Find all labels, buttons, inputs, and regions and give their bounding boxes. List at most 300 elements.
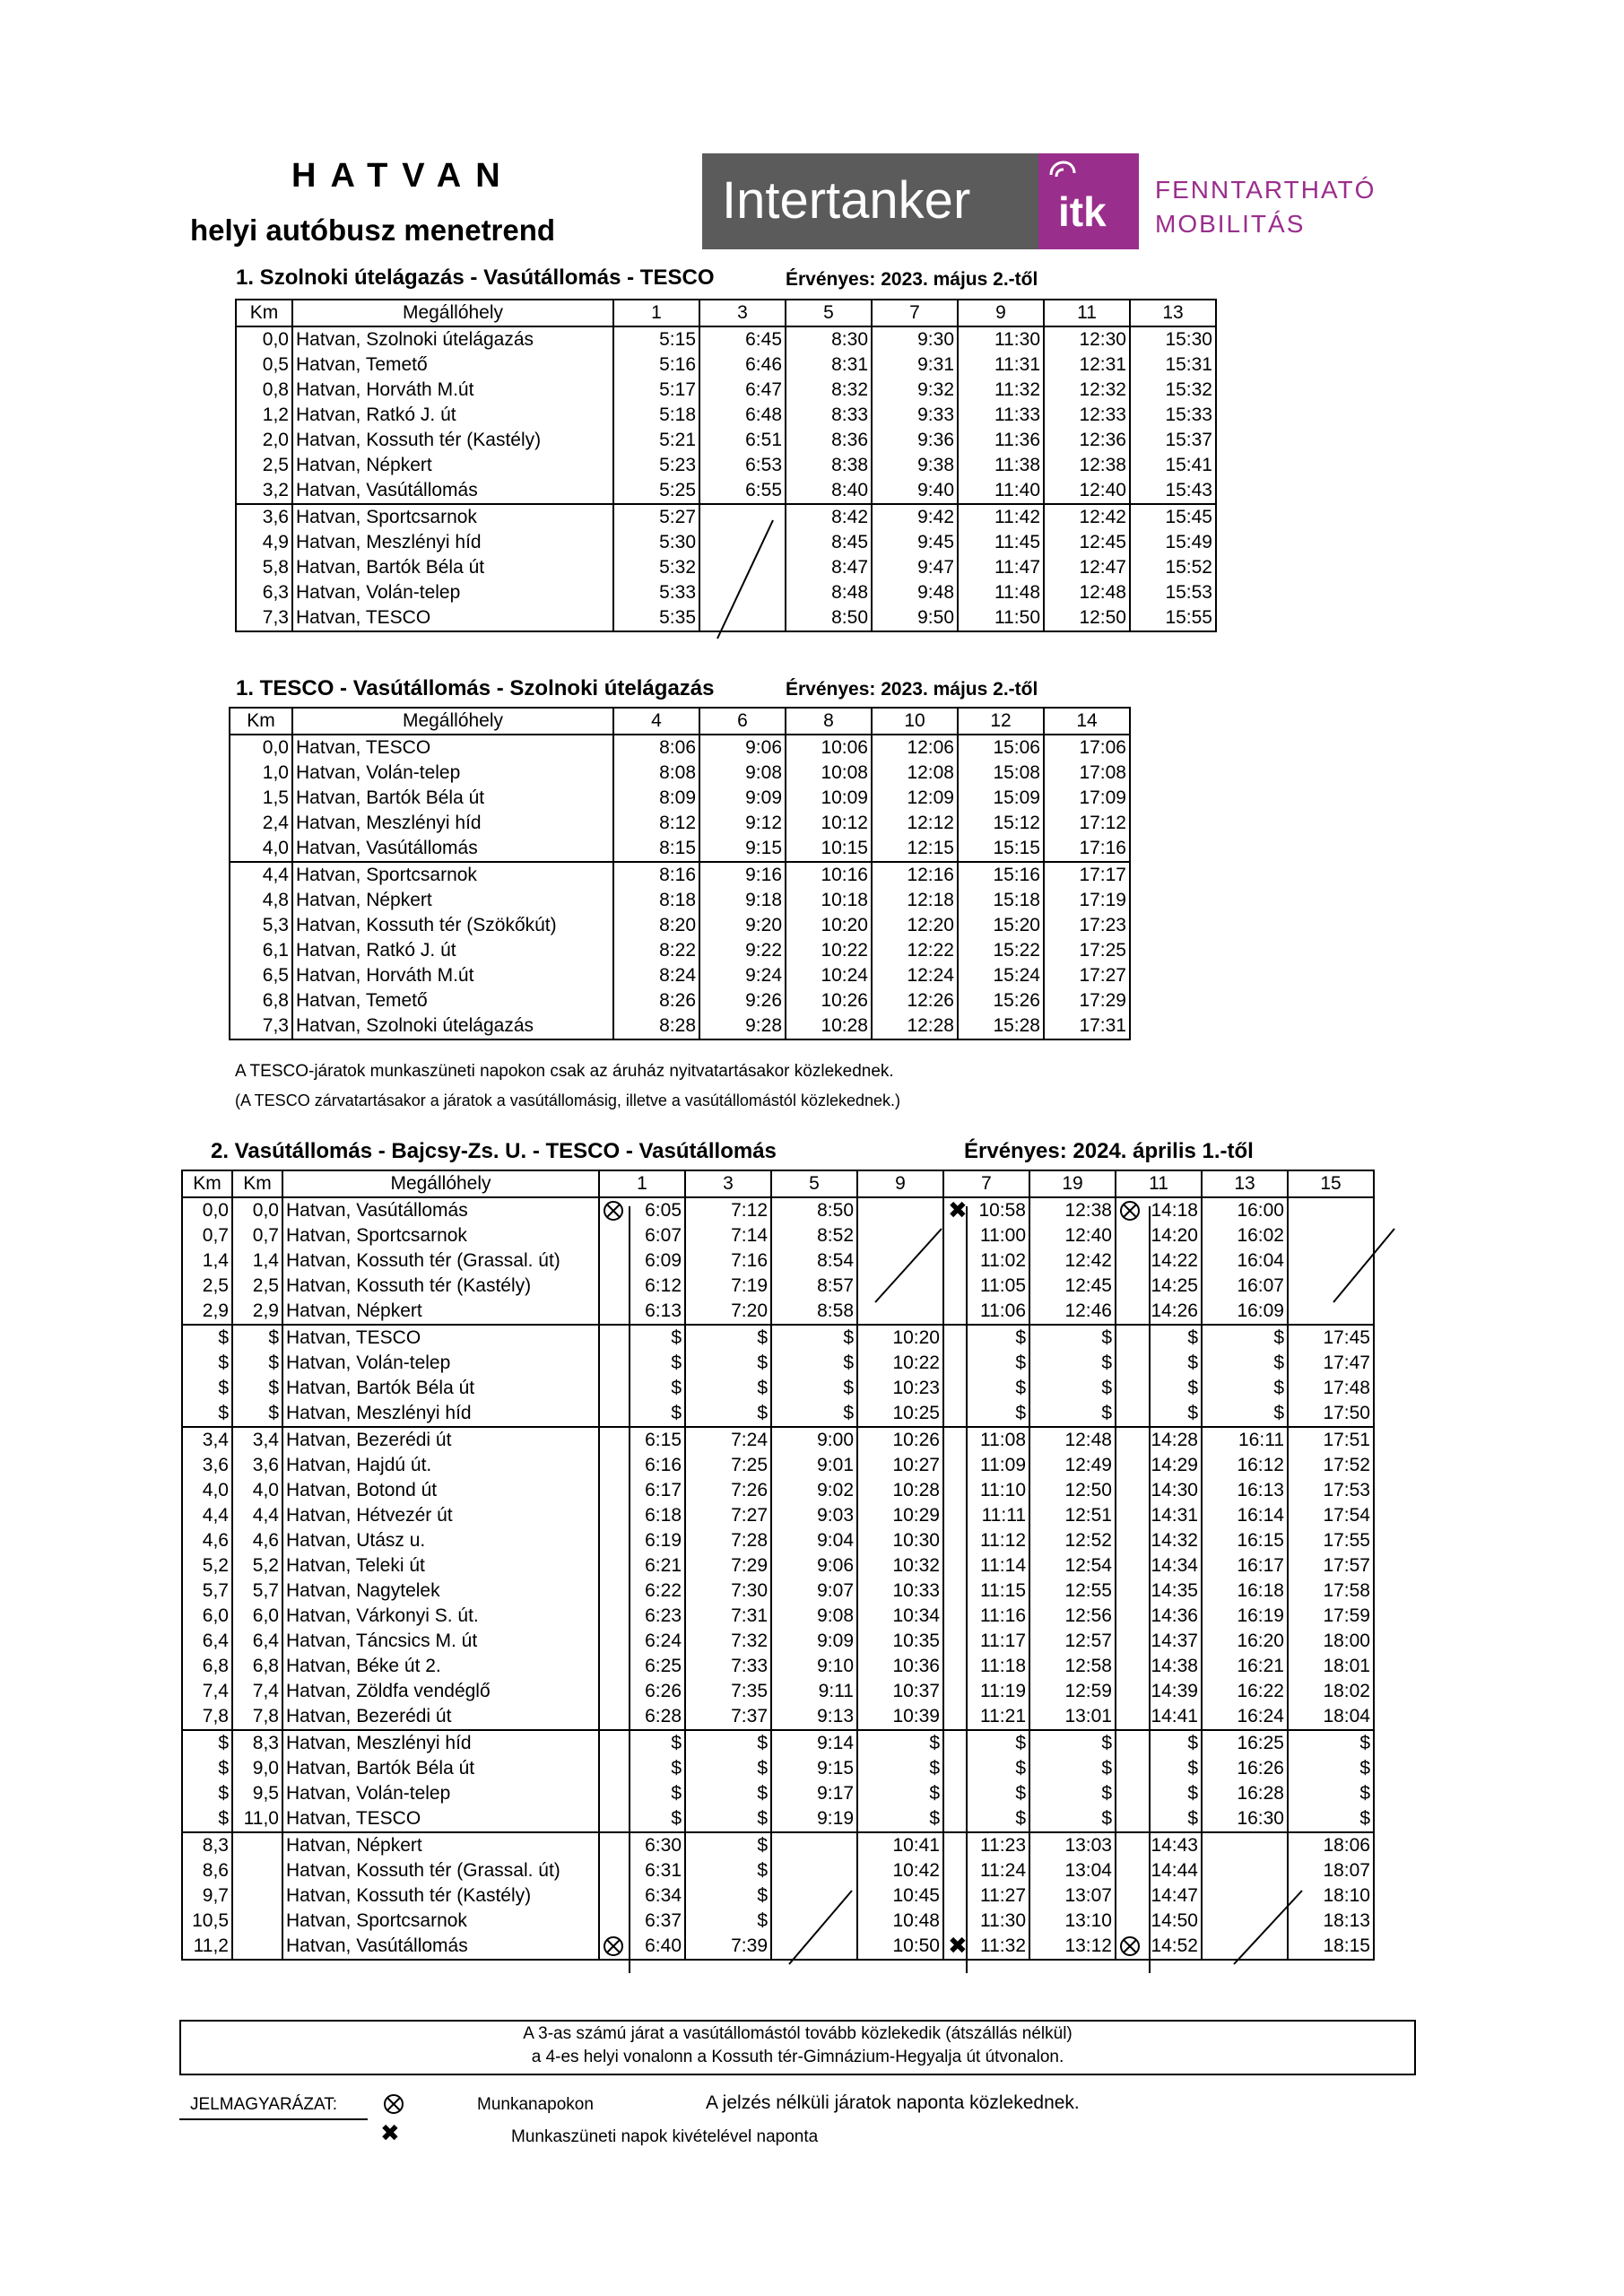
table-cell: 15:43 xyxy=(1130,478,1216,504)
table-cell: 11:11 xyxy=(943,1503,1029,1528)
table-cell: 5:32 xyxy=(613,555,699,580)
table-cell: $ xyxy=(599,1376,685,1401)
table-cell: 9:14 xyxy=(771,1730,857,1756)
except-holidays-symbol-icon: ✖ xyxy=(948,1932,968,1959)
table-cell: 16:18 xyxy=(1202,1578,1288,1604)
table-cell: 12:22 xyxy=(872,938,958,963)
table-cell: 6:53 xyxy=(699,453,786,478)
table-cell: 10:34 xyxy=(857,1604,943,1629)
table-cell: 13:12 xyxy=(1029,1934,1116,1960)
table-cell: 6:16 xyxy=(599,1453,685,1478)
table-row xyxy=(230,761,1130,786)
table-cell: 8:45 xyxy=(786,530,872,555)
table-cell: $ xyxy=(857,1756,943,1781)
table-cell: 16:14 xyxy=(1202,1503,1288,1528)
table-cell: 0,0 xyxy=(230,735,292,761)
stop-name-cell: Hatvan, Bartók Béla út xyxy=(292,786,613,811)
table-cell: 9:06 xyxy=(771,1553,857,1578)
table-cell: 11,2 xyxy=(182,1934,232,1960)
table-cell: 11:18 xyxy=(943,1654,1029,1679)
table-cell xyxy=(1288,1223,1374,1248)
column-header: 4 xyxy=(613,708,699,735)
table-cell: 8:30 xyxy=(786,326,872,352)
leaf-icon xyxy=(1047,159,1078,189)
table-cell: 6,8 xyxy=(182,1654,232,1679)
table-cell: 14:22 xyxy=(1116,1248,1202,1274)
table-row xyxy=(182,1858,1374,1883)
table-cell: 9:28 xyxy=(699,1013,786,1039)
table-cell: $ xyxy=(685,1883,771,1909)
table-cell: 10:12 xyxy=(786,811,872,836)
table-cell: $ xyxy=(857,1730,943,1756)
table-cell: 11:32 xyxy=(958,378,1044,403)
section-3-note-2: a 4-es helyi vonalonn a Kossuth tér-Gimnázium-Hegyalja út útvonalon. xyxy=(531,2048,1064,2066)
table-cell: 8:15 xyxy=(613,836,699,862)
table-cell: 9:36 xyxy=(872,428,958,453)
table-cell: 1,5 xyxy=(230,786,292,811)
table-cell xyxy=(771,1832,857,1858)
table-cell: 6:28 xyxy=(599,1704,685,1730)
table-cell: 8:58 xyxy=(771,1299,857,1325)
table-cell: 10:22 xyxy=(786,938,872,963)
table-cell: 17:50 xyxy=(1288,1401,1374,1427)
table-cell: 12:57 xyxy=(1029,1629,1116,1654)
table-cell: 12:54 xyxy=(1029,1553,1116,1578)
table-cell: 6:15 xyxy=(599,1427,685,1453)
table-cell: 10:26 xyxy=(857,1427,943,1453)
table-cell: 11:27 xyxy=(943,1883,1029,1909)
table-cell: 9:06 xyxy=(699,735,786,761)
table-cell: $ xyxy=(182,1756,232,1781)
table-row xyxy=(236,605,1216,631)
legend-underline xyxy=(179,2118,368,2120)
table-cell: 11:17 xyxy=(943,1629,1029,1654)
table-row xyxy=(182,1478,1374,1503)
table-row xyxy=(182,1553,1374,1578)
table-cell: 11:30 xyxy=(958,326,1044,352)
table-cell: 12:31 xyxy=(1044,352,1130,378)
table-cell: 18:15 xyxy=(1288,1934,1374,1960)
table-cell: 7:32 xyxy=(685,1629,771,1654)
table-cell xyxy=(1202,1883,1288,1909)
table-cell: 14:43 xyxy=(1116,1832,1202,1858)
stop-name-cell: Hatvan, Teleki út xyxy=(282,1553,599,1578)
table-cell: 5,2 xyxy=(182,1553,232,1578)
table-cell: 0,5 xyxy=(236,352,292,378)
table-row xyxy=(230,735,1130,761)
table-cell: 17:12 xyxy=(1044,811,1130,836)
table-cell: 9:03 xyxy=(771,1503,857,1528)
table-cell: 2,9 xyxy=(182,1299,232,1325)
table-cell: 11:47 xyxy=(958,555,1044,580)
table-cell: 5:21 xyxy=(613,428,699,453)
table-cell: $ xyxy=(1202,1325,1288,1351)
table-cell: 12:40 xyxy=(1044,478,1130,504)
table-cell: 12:51 xyxy=(1029,1503,1116,1528)
table-cell: 14:31 xyxy=(1116,1503,1202,1528)
column-header: 3 xyxy=(685,1170,771,1197)
table-cell: 14:44 xyxy=(1116,1858,1202,1883)
table-cell: 0,0 xyxy=(232,1197,282,1223)
table-cell: 17:58 xyxy=(1288,1578,1374,1604)
table-cell xyxy=(232,1934,282,1960)
table-cell: 14:34 xyxy=(1116,1553,1202,1578)
table-cell: 15:16 xyxy=(958,862,1044,888)
table-cell: 16:25 xyxy=(1202,1730,1288,1756)
stop-name-cell: Hatvan, Bartók Béla út xyxy=(282,1376,599,1401)
table-cell: 12:55 xyxy=(1029,1578,1116,1604)
table-cell: 12:09 xyxy=(872,786,958,811)
table-cell: $ xyxy=(1029,1401,1116,1427)
stop-name-cell: Hatvan, Volán-telep xyxy=(292,580,613,605)
table-cell: 7:28 xyxy=(685,1528,771,1553)
table-cell: 7,4 xyxy=(232,1679,282,1704)
table-cell: 10:58 ✖ xyxy=(943,1197,1029,1223)
table-cell: 11:30 xyxy=(943,1909,1029,1934)
stop-name-cell: Hatvan, Béke út 2. xyxy=(282,1654,599,1679)
table-cell: 17:06 xyxy=(1044,735,1130,761)
table-cell: 16:26 xyxy=(1202,1756,1288,1781)
table-row xyxy=(230,786,1130,811)
table-cell: 9:10 xyxy=(771,1654,857,1679)
table-cell: 12:20 xyxy=(872,913,958,938)
column-header: 5 xyxy=(786,300,872,326)
table-cell: $ xyxy=(232,1401,282,1427)
table-cell: 17:27 xyxy=(1044,963,1130,988)
except-holidays-symbol-icon: ✖ xyxy=(948,1196,968,1223)
table-cell: 5:16 xyxy=(613,352,699,378)
table-cell: 6:13 xyxy=(599,1299,685,1325)
table-cell: 2,5 xyxy=(236,453,292,478)
table-cell: 9:00 xyxy=(771,1427,857,1453)
stop-name-cell: Hatvan, Szolnoki útelágazás xyxy=(292,1013,613,1039)
table-cell xyxy=(771,1909,857,1934)
table-cell: 15:33 xyxy=(1130,403,1216,428)
table-cell: 15:31 xyxy=(1130,352,1216,378)
table-cell: 10:35 xyxy=(857,1629,943,1654)
column-header: Km xyxy=(182,1170,232,1197)
table-cell: 17:23 xyxy=(1044,913,1130,938)
column-header: 1 xyxy=(613,300,699,326)
stop-name-cell: Hatvan, Ratkó J. út xyxy=(292,938,613,963)
table-cell: 15:18 xyxy=(958,888,1044,913)
table-cell: 9:09 xyxy=(699,786,786,811)
table-cell: $ xyxy=(685,1858,771,1883)
stop-name-cell: Hatvan, Vasútállomás xyxy=(292,478,613,504)
table-cell: $ xyxy=(1029,1376,1116,1401)
stop-name-cell: Hatvan, Hétvezér út xyxy=(282,1503,599,1528)
table-cell: 4,8 xyxy=(230,888,292,913)
table-cell: 6:09 xyxy=(599,1248,685,1274)
column-header: 13 xyxy=(1202,1170,1288,1197)
table-cell: 6:37 xyxy=(599,1909,685,1934)
table-cell: 6:48 xyxy=(699,403,786,428)
table-cell: 12:50 xyxy=(1029,1478,1116,1503)
table-cell: 17:53 xyxy=(1288,1478,1374,1503)
table-cell: 7:14 xyxy=(685,1223,771,1248)
table-cell: 12:16 xyxy=(872,862,958,888)
stop-name-cell: Hatvan, Meszlényi híd xyxy=(292,811,613,836)
table-cell: 14:20 xyxy=(1116,1223,1202,1248)
stop-name-cell: Hatvan, Sportcsarnok xyxy=(292,504,613,530)
table-cell: 1,4 xyxy=(182,1248,232,1274)
table-cell: 2,4 xyxy=(230,811,292,836)
table-cell: 12:24 xyxy=(872,963,958,988)
table-row xyxy=(230,811,1130,836)
table-cell: 1,0 xyxy=(230,761,292,786)
table-cell: 7:16 xyxy=(685,1248,771,1274)
table-cell: 9:30 xyxy=(872,326,958,352)
table-cell: 11:50 xyxy=(958,605,1044,631)
table-cell: 7,8 xyxy=(182,1704,232,1730)
table-cell: 9:45 xyxy=(872,530,958,555)
table-cell: 9:08 xyxy=(699,761,786,786)
table-cell: 0,0 xyxy=(182,1197,232,1223)
table-cell: 6:55 xyxy=(699,478,786,504)
table-cell: 12:08 xyxy=(872,761,958,786)
table-cell: 11:45 xyxy=(958,530,1044,555)
table-cell: 10:08 xyxy=(786,761,872,786)
table-cell: 10,5 xyxy=(182,1909,232,1934)
table-cell: 13:04 xyxy=(1029,1858,1116,1883)
timetable-3 xyxy=(181,1170,1375,1961)
table-cell: $ xyxy=(1202,1401,1288,1427)
table-row xyxy=(182,1832,1374,1858)
table-cell: 0,8 xyxy=(236,378,292,403)
logo-text: Intertanker xyxy=(722,171,971,230)
table-cell: 11:31 xyxy=(958,352,1044,378)
table-cell: $ xyxy=(771,1351,857,1376)
stop-name-cell: Hatvan, Kossuth tér (Grassal. út) xyxy=(282,1858,599,1883)
column-header: Megállóhely xyxy=(282,1170,599,1197)
column-header: 5 xyxy=(771,1170,857,1197)
table-cell: $ xyxy=(182,1781,232,1806)
table-cell: $ xyxy=(1288,1806,1374,1832)
stop-name-cell: Hatvan, Temető xyxy=(292,988,613,1013)
stop-name-cell: Hatvan, Hajdú út. xyxy=(282,1453,599,1478)
table-cell: 10:22 xyxy=(857,1351,943,1376)
table-cell: 8:12 xyxy=(613,811,699,836)
table-cell: $ xyxy=(685,1806,771,1832)
table-cell: 9:19 xyxy=(771,1806,857,1832)
column-header: 3 xyxy=(699,300,786,326)
table-cell: 0,7 xyxy=(182,1223,232,1248)
table-cell: 12:59 xyxy=(1029,1679,1116,1704)
table-cell: $ xyxy=(1288,1781,1374,1806)
table-cell: 12:45 xyxy=(1029,1274,1116,1299)
table-cell: 12:30 xyxy=(1044,326,1130,352)
table-cell: 17:29 xyxy=(1044,988,1130,1013)
table-cell: 0,0 xyxy=(236,326,292,352)
table-cell: $ xyxy=(771,1325,857,1351)
table-cell: $ xyxy=(771,1401,857,1427)
table-cell: 12:06 xyxy=(872,735,958,761)
table-cell xyxy=(857,1274,943,1299)
table-cell xyxy=(232,1909,282,1934)
table-cell: 17:19 xyxy=(1044,888,1130,913)
section-3-note-box xyxy=(179,2020,1416,2075)
tagline-line-2: MOBILITÁS xyxy=(1155,210,1306,238)
table-row xyxy=(182,1629,1374,1654)
section-2-title: 1. TESCO - Vasútállomás - Szolnoki útelágazás xyxy=(236,676,715,700)
table-cell: 8:48 xyxy=(786,580,872,605)
intertanker-logo xyxy=(702,153,1097,249)
table-cell: $ xyxy=(599,1730,685,1756)
table-cell: 5,8 xyxy=(236,555,292,580)
table-cell: $ xyxy=(1029,1756,1116,1781)
table-cell: 8:32 xyxy=(786,378,872,403)
table-cell: 11:48 xyxy=(958,580,1044,605)
table-cell: 1,4 xyxy=(232,1248,282,1274)
table-cell: 9:22 xyxy=(699,938,786,963)
table-cell: 17:25 xyxy=(1044,938,1130,963)
table-cell: 7:35 xyxy=(685,1679,771,1704)
table-cell: 9:04 xyxy=(771,1528,857,1553)
table-row xyxy=(182,1883,1374,1909)
table-cell: $ xyxy=(685,1376,771,1401)
workdays-symbol-icon xyxy=(604,1201,623,1221)
section-2-note-2: (A TESCO zárvatartásakor a járatok a vasútállomásig, illetve a vasútállomástól közlekednek.) xyxy=(235,1091,900,1109)
table-cell: $ xyxy=(943,1781,1029,1806)
table-cell: 7:29 xyxy=(685,1553,771,1578)
table-cell: 10:48 xyxy=(857,1909,943,1934)
table-cell: 10:45 xyxy=(857,1883,943,1909)
legend-except-holidays: Munkaszüneti napok kivételével naponta xyxy=(511,2127,819,2146)
table-cell: 6:17 xyxy=(599,1478,685,1503)
stop-name-cell: Hatvan, Utász u. xyxy=(282,1528,599,1553)
table-cell: 12:12 xyxy=(872,811,958,836)
table-cell: 15:22 xyxy=(958,938,1044,963)
table-row xyxy=(236,326,1216,352)
table-cell: 10:26 xyxy=(786,988,872,1013)
table-row xyxy=(182,1376,1374,1401)
table-cell: 16:11 xyxy=(1202,1427,1288,1453)
table-cell: 12:52 xyxy=(1029,1528,1116,1553)
table-cell: 15:28 xyxy=(958,1013,1044,1039)
table-cell: 16:24 xyxy=(1202,1704,1288,1730)
table-cell: 4,4 xyxy=(230,862,292,888)
table-cell: 14:30 xyxy=(1116,1478,1202,1503)
table-cell: 11:08 xyxy=(943,1427,1029,1453)
table-cell: 14:29 xyxy=(1116,1453,1202,1478)
stop-name-cell: Hatvan, Botond út xyxy=(282,1478,599,1503)
table-cell: 8,6 xyxy=(182,1858,232,1883)
table-cell: 12:45 xyxy=(1044,530,1130,555)
table-cell: 5:15 xyxy=(613,326,699,352)
table-cell: 13:07 xyxy=(1029,1883,1116,1909)
table-cell: 8:18 xyxy=(613,888,699,913)
table-cell xyxy=(232,1832,282,1858)
table-cell: $ xyxy=(232,1325,282,1351)
table-cell: 9:07 xyxy=(771,1578,857,1604)
table-cell: 7:27 xyxy=(685,1503,771,1528)
stop-name-cell: Hatvan, Volán-telep xyxy=(282,1781,599,1806)
stop-name-cell: Hatvan, Vasútállomás xyxy=(292,836,613,862)
table-cell: 7,3 xyxy=(230,1013,292,1039)
table-cell: 14:36 xyxy=(1116,1604,1202,1629)
table-cell: 13:01 xyxy=(1029,1704,1116,1730)
table-cell: 7:33 xyxy=(685,1654,771,1679)
table-row xyxy=(182,1351,1374,1376)
table-cell xyxy=(857,1299,943,1325)
table-cell: 9,7 xyxy=(182,1883,232,1909)
stop-name-cell: Hatvan, Bezerédi út xyxy=(282,1427,599,1453)
table-cell: 9:50 xyxy=(872,605,958,631)
table-cell: 15:49 xyxy=(1130,530,1216,555)
table-cell: 6:46 xyxy=(699,352,786,378)
table-cell: 14:41 xyxy=(1116,1704,1202,1730)
table-cell: 3,6 xyxy=(236,504,292,530)
stop-name-cell: Hatvan, Bezerédi út xyxy=(282,1704,599,1730)
table-cell: 12:36 xyxy=(1044,428,1130,453)
table-cell: 8:26 xyxy=(613,988,699,1013)
table-cell xyxy=(857,1223,943,1248)
table-cell: 8:50 xyxy=(771,1197,857,1223)
table-cell: 17:51 xyxy=(1288,1427,1374,1453)
table-cell xyxy=(1202,1832,1288,1858)
table-cell: 3,4 xyxy=(232,1427,282,1453)
table-cell: 6:30 xyxy=(599,1832,685,1858)
table-cell: 11:02 xyxy=(943,1248,1029,1274)
table-cell: $ xyxy=(857,1781,943,1806)
table-row xyxy=(182,1781,1374,1806)
table-cell: 8:22 xyxy=(613,938,699,963)
table-cell: 10:30 xyxy=(857,1528,943,1553)
table-cell: 10:25 xyxy=(857,1401,943,1427)
table-cell: 11:19 xyxy=(943,1679,1029,1704)
column-header: 9 xyxy=(857,1170,943,1197)
table-cell: 17:48 xyxy=(1288,1376,1374,1401)
legend-workdays: Munkanapokon xyxy=(477,2095,594,2114)
table-cell: 16:22 xyxy=(1202,1679,1288,1704)
table-cell: $ xyxy=(599,1351,685,1376)
table-cell: 11:33 xyxy=(958,403,1044,428)
table-cell xyxy=(1202,1934,1288,1960)
table-cell: 15:52 xyxy=(1130,555,1216,580)
table-cell: 9,5 xyxy=(232,1781,282,1806)
table-cell: 16:04 xyxy=(1202,1248,1288,1274)
table-cell xyxy=(771,1858,857,1883)
table-cell xyxy=(1288,1248,1374,1274)
stop-name-cell: Hatvan, Népkert xyxy=(292,888,613,913)
table-cell: 3,2 xyxy=(236,478,292,504)
column-header: 7 xyxy=(872,300,958,326)
table-cell: 12:40 xyxy=(1029,1223,1116,1248)
table-cell: 9:16 xyxy=(699,862,786,888)
table-cell: 9:40 xyxy=(872,478,958,504)
table-cell: 15:20 xyxy=(958,913,1044,938)
table-cell: 16:13 xyxy=(1202,1478,1288,1503)
table-cell: 5,7 xyxy=(232,1578,282,1604)
table-cell: 14:50 xyxy=(1116,1909,1202,1934)
column-header: 11 xyxy=(1116,1170,1202,1197)
stop-name-cell: Hatvan, Kossuth tér (Kastély) xyxy=(282,1883,599,1909)
table-cell: 12:42 xyxy=(1044,504,1130,530)
table-cell: 7:19 xyxy=(685,1274,771,1299)
table-cell: 11,0 xyxy=(232,1806,282,1832)
table-cell: 18:01 xyxy=(1288,1654,1374,1679)
logo-itk-text: itk xyxy=(1058,188,1107,235)
table-cell: 7,4 xyxy=(182,1679,232,1704)
table-cell: 15:15 xyxy=(958,836,1044,862)
table-cell: 9:33 xyxy=(872,403,958,428)
table-cell: 8:57 xyxy=(771,1274,857,1299)
table-cell: 6:22 xyxy=(599,1578,685,1604)
stop-name-cell: Hatvan, Sportcsarnok xyxy=(292,862,613,888)
table-cell: 11:06 xyxy=(943,1299,1029,1325)
table-cell: 9:02 xyxy=(771,1478,857,1503)
table-cell: 1,2 xyxy=(236,403,292,428)
